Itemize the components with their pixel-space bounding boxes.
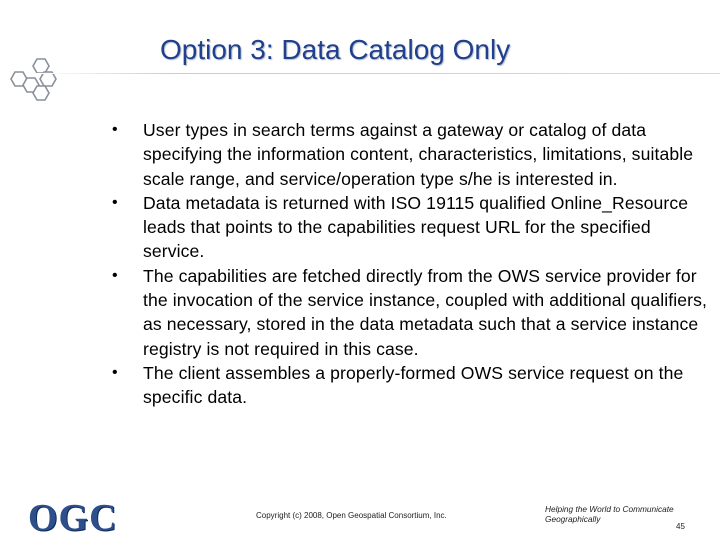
copyright-notice: Copyright (c) 2008, Open Geospatial Consortium, Inc.: [256, 511, 447, 520]
footer-tagline: Helping the World to Communicate Geographically: [545, 504, 674, 524]
bullet-text: Data metadata is returned with ISO 19115 qualified Online_Resource leads that points to the capabilities request URL for the specified service.: [143, 192, 689, 262]
ogc-logo: OGC: [28, 497, 118, 539]
page-number: 45: [676, 522, 685, 531]
bullet-item: [112, 264, 712, 361]
bullet-text: The capabilities are fetched directly from the OWS service provider for the invocation of the service instance, coupled with additional qualifiers, as necessary, stored in the data metadata such that a service instance registry is not required in this case.: [143, 265, 707, 359]
title-divider: [36, 73, 720, 74]
bullet-icon: •: [112, 121, 118, 138]
bullet-text: User types in search terms against a gateway or catalog of data specifying the information content, characteristics, limitations, suitable scale range, and service/operation type s/he is interested in.: [143, 120, 694, 189]
bullet-item: [112, 191, 712, 264]
bullet-text: The client assembles a properly-formed OWS service request on the specific data.: [143, 362, 684, 408]
bullet-icon: •: [112, 193, 118, 211]
bullet-icon: •: [112, 363, 118, 381]
bullet-icon: •: [112, 266, 118, 284]
bullet-item: [112, 118, 712, 191]
hexagon-cluster-icon: [8, 56, 58, 102]
slide-title: Option 3: Data Catalog Only: [160, 34, 511, 65]
bullet-list: [112, 118, 712, 410]
bullet-item: [112, 361, 712, 410]
